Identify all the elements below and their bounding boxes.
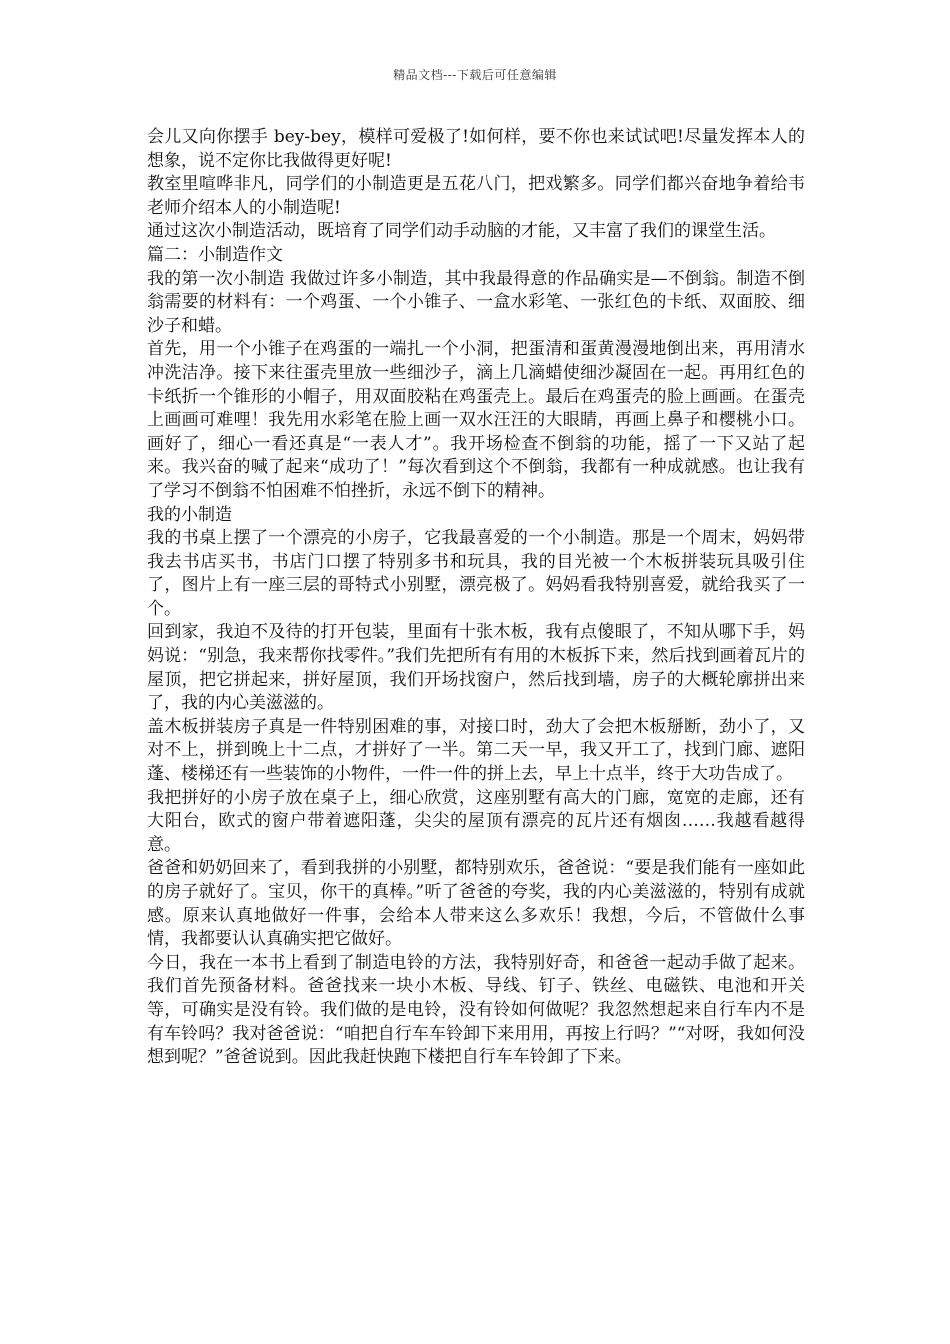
paragraph: 盖木板拼装房子真是一件特别困难的事，对接口时，劲大了会把木板掰断，劲小了，又对不上，拼到晚上十二点，才拼好了一半。第二天一早，我又开工了，找到门廊、遮阳蓬、楼梯还有一些装饰的小物件，一件一件的拼上去，早上十点半，终于大功告成了。 bbox=[147, 716, 805, 785]
paragraph: 今日，我在一本书上看到了制造电铃的方法，我特别好奇，和爸爸一起动手做了起来。 我们首先预备材料。爸爸找来一块小木板、导线、钉子、铁丝、电磁铁、电池和开关等，可确实是没有铃。我们做的是电铃，没有铃如何做呢？我忽然想起来自行车内不是有车铃吗？我对爸爸说：“咱把自行车车铃卸下来用用，再按上行吗？”“对呀，我如何没想到呢？”爸爸说到。因此我赶快跑下楼把自行车车铃卸了下来。 bbox=[147, 952, 805, 1068]
paragraph: 回到家，我迫不及待的打开包装，里面有十张木板，我有点傻眼了，不知从哪下手，妈妈说：“别急，我来帮你找零件。”我们先把所有有用的木板拆下来，然后找到画着瓦片的屋顶，把它拼起来，拼好屋顶，我们开场找窗户，然后找到墙，房子的大概轮廓拼出来了，我的内心美滋滋的。 bbox=[147, 622, 805, 714]
paragraph: 我把拼好的小房子放在桌子上，细心欣赏，这座别墅有高大的门廊，宽宽的走廊，还有大阳台，欧式的窗户带着遮阳蓬，尖尖的屋顶有漂亮的瓦片还有烟囱……我越看越得意。 bbox=[147, 787, 805, 855]
section-heading: 我的小制造 bbox=[147, 504, 232, 525]
paragraph: 教室里喧哗非凡，同学们的小制造更是五花八门，把戏繁多。同学们都兴奋地争着给韦老师介绍本人的小制造呢! bbox=[147, 174, 805, 218]
document-body bbox=[147, 126, 805, 1070]
paragraph: 我的书桌上摆了一个漂亮的小房子，它我最喜爱的一个小制造。那是一个周末，妈妈带我去书店买书，书店门口摆了特别多书和玩具，我的目光被一个木板拼装玩具吸引住了，图片上有一座三层的哥特式小别墅，漂亮极了。妈妈看我特别喜爱，就给我买了一个。 bbox=[147, 528, 805, 619]
paragraph: 通过这次小制造活动，既培育了同学们动手动脑的才能，又丰富了我们的课堂生活。 bbox=[147, 221, 776, 242]
paragraph: 我的第一次小制造 我做过许多小制造，其中我最得意的作品确实是—不倒翁。制造不倒翁需要的材料有：一个鸡蛋、一个小锥子、一盒水彩笔、一张红色的卡纸、双面胶、细沙子和蜡。 bbox=[147, 268, 805, 336]
paragraph: 爸爸和奶奶回来了，看到我拼的小别墅，都特别欢乐，爸爸说：“要是我们能有一座如此的房子就好了。宝贝，你干的真棒。”听了爸爸的夸奖，我的内心美滋滋的，特别有成就感。原来认真地做好一件事，会给本人带来这么多欢乐！我想，今后，不管做什么事情，我都要认认真确实把它做好。 bbox=[147, 858, 805, 950]
section-heading: 篇二：小制造作文 bbox=[147, 244, 283, 265]
paragraph: 首先，用一个小锥子在鸡蛋的一端扎一个小洞，把蛋清和蛋黄漫漫地倒出来，再用清水冲洗洁净。接下来往蛋壳里放一些细沙子，滴上几滴蜡使细沙凝固在一起。再用红色的卡纸折一个锥形的小帽子，用双面胶粘在鸡蛋壳上。最后在鸡蛋壳的脸上画画。在蛋壳上画画可难哩！我先用水彩笔在脸上画一双水汪汪的大眼睛，再画上鼻子和樱桃小口。画好了，细心一看还真是“一表人才”。我开场检查不倒翁的功能，摇了一下又站了起来。我兴奋的喊了起来“成功了！”每次看到这个不倒翁，我都有一种成就感。也让我有了学习不倒翁不怕困难不怕挫折，永远不倒下的精神。 bbox=[147, 339, 805, 501]
paragraph: 会儿又向你摆手 bey-bey，模样可爱极了!如何样，要不你也来试试吧!尽量发挥本人的想象，说不定你比我做得更好呢! bbox=[147, 127, 805, 171]
page-header: 精品文档---下载后可任意编辑 bbox=[393, 68, 557, 82]
